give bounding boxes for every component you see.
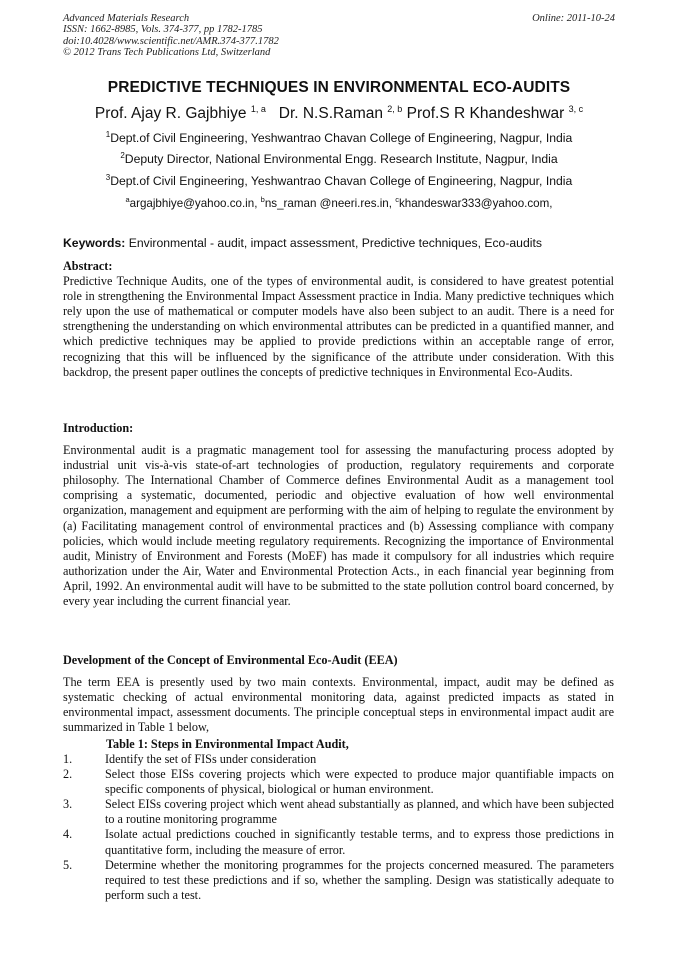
paper-title: PREDICTIVE TECHNIQUES IN ENVIRONMENTAL ECO-AUDITS bbox=[107, 79, 571, 96]
email-superscript: a bbox=[125, 195, 130, 204]
abstract-section bbox=[63, 259, 614, 380]
journal-name: Advanced Materials Research bbox=[63, 13, 190, 24]
introduction-section bbox=[63, 421, 614, 609]
step-number: 5. bbox=[63, 857, 73, 872]
author-superscript: 1, a bbox=[250, 104, 266, 114]
author-name: Prof.S R Khandeshwar bbox=[406, 105, 565, 123]
affiliation-text: Dept.of Civil Engineering, Yeshwantrao Chavan College of Engineering, Nagpur, India bbox=[110, 174, 573, 189]
author-name: Prof. Ajay R. Gajbhiye bbox=[94, 105, 247, 123]
step-text: Select those EISs covering projects which were expected to produce major quantifiable impacts on specific components of physical, biological or human environment. bbox=[105, 767, 614, 797]
affiliation-superscript: 1 bbox=[105, 130, 111, 139]
keywords-text: Environmental - audit, impact assessment, Predictive techniques, Eco-audits bbox=[128, 236, 542, 250]
copyright-line: © 2012 Trans Tech Publications Ltd, Switzerland bbox=[63, 47, 271, 59]
list-item bbox=[63, 858, 614, 903]
step-number: 4. bbox=[63, 827, 73, 842]
step-text: Identify the set of FISs under consideration bbox=[105, 752, 317, 766]
email-superscript: c bbox=[395, 195, 399, 204]
introduction-text: Environmental audit is a pragmatic management tool for assessing the manufacturing process adopted by industrial unit vis-à-vis state-of-art technologies of production, regulatory requirements and corporate philosophy. The International Chamber of Commerce defines Environmental Audit as a management tool comprising a systematic, documented, periodic and objective evaluation of how well environmental organization, management and equipment are performing with the aim of helping to regulate the environment by (a) Facilitating management control of environmental practices and (b) Assessing compliance with company policies, which would include meeting regulatory requirements. Recognizing the importance of Environmental audit, Ministry of Environment and Forests (MoEF) has made it compulsory for all industries which require authorization under the Air, Water and Environmental Protection Acts., in each financial year beginning from April, 1992. An environmental audit will have to be submitted to the state pollution control board concerned, by every year including the current financial year. bbox=[63, 443, 614, 609]
doi-line: doi:10.4028/www.scientific.net/AMR.374-377.1782 bbox=[63, 35, 279, 47]
list-item bbox=[63, 752, 614, 767]
affiliation-2 bbox=[0, 151, 678, 166]
affiliation-superscript: 3 bbox=[105, 173, 111, 182]
eea-text: The term EEA is presently used by two main contexts. Environmental, impact, audit may be defined as systematic checking of actual environmental monitoring data, against predicted impacts as stated in environmental impact, assessment documents. The principle conceptual steps in environmental impact audit are summarized in Table 1 below, bbox=[63, 675, 614, 735]
step-text: Select EISs covering project which went ahead substantially as planned, and which have been subjected to a routine monitoring programme bbox=[105, 797, 614, 827]
email-superscript: b bbox=[260, 195, 265, 204]
affiliation-3 bbox=[0, 173, 678, 188]
email-address: khandeswar333@yahoo.com, bbox=[398, 196, 553, 210]
author-superscript: 2, b bbox=[387, 104, 403, 114]
email-list bbox=[0, 195, 678, 210]
issn-line: ISSN: 1662-8985, Vols. 374-377, pp 1782-1785 bbox=[63, 24, 263, 36]
author-name: Dr. N.S.Raman bbox=[278, 105, 383, 123]
table-title: Table 1: Steps in Environmental Impact Audit, bbox=[106, 737, 349, 751]
abstract-heading: Abstract: bbox=[63, 259, 113, 273]
list-item bbox=[63, 827, 614, 857]
step-text: Determine whether the monitoring programmes for the projects concerned measured. The parameters required to test these predictions and if so, whether the sampling. Design was statistically adequate to perform such a test. bbox=[105, 857, 614, 902]
email-address: argajbhiye@yahoo.co.in, bbox=[129, 196, 258, 210]
steps-list bbox=[63, 752, 614, 903]
keywords-line bbox=[63, 236, 542, 250]
list-item bbox=[63, 797, 614, 827]
step-number: 3. bbox=[63, 797, 73, 812]
keywords-label: Keywords: bbox=[63, 236, 126, 250]
step-text: Isolate actual predictions couched in significantly testable terms, and to express those predictions in quantitative form, including the measure of error. bbox=[105, 827, 614, 857]
affiliation-1 bbox=[0, 130, 678, 145]
eea-section bbox=[63, 653, 614, 735]
eea-heading: Development of the Concept of Environmental Eco-Audit (EEA) bbox=[63, 653, 398, 667]
introduction-heading: Introduction: bbox=[63, 421, 134, 435]
email-address: ns_raman @neeri.res.in, bbox=[264, 196, 392, 210]
online-date: Online: 2011-10-24 bbox=[532, 13, 615, 24]
author-superscript: 3, c bbox=[568, 104, 584, 114]
abstract-text: Predictive Technique Audits, one of the types of environmental audit, is considered to have greatest potential role in strengthening the Environmental Impact Assessment practice in India. Many predictive techniques which rely upon the use of mathematical or computer models have also been subject to an audit. There is a need for strengthening the understanding on which environmental attributes can be predicted in a quantified manner, and which predictive techniques may be applied to provide predictions within an acceptable range of error, recognizing that this will be influenced by the significance of the attribute under consideration. With this backdrop, the present paper outlines the concepts of predictive techniques in Environmental Eco-Audits. bbox=[63, 274, 614, 379]
list-item bbox=[63, 767, 614, 797]
affiliation-text: Dept.of Civil Engineering, Yeshwantrao Chavan College of Engineering, Nagpur, India bbox=[110, 131, 573, 146]
author-list bbox=[0, 104, 678, 123]
step-number: 2. bbox=[63, 767, 73, 782]
affiliation-text: Deputy Director, National Environmental Engg. Research Institute, Nagpur, India bbox=[124, 152, 558, 167]
step-number: 1. bbox=[63, 752, 73, 766]
affiliation-superscript: 2 bbox=[120, 151, 125, 160]
journal-header bbox=[63, 13, 279, 59]
